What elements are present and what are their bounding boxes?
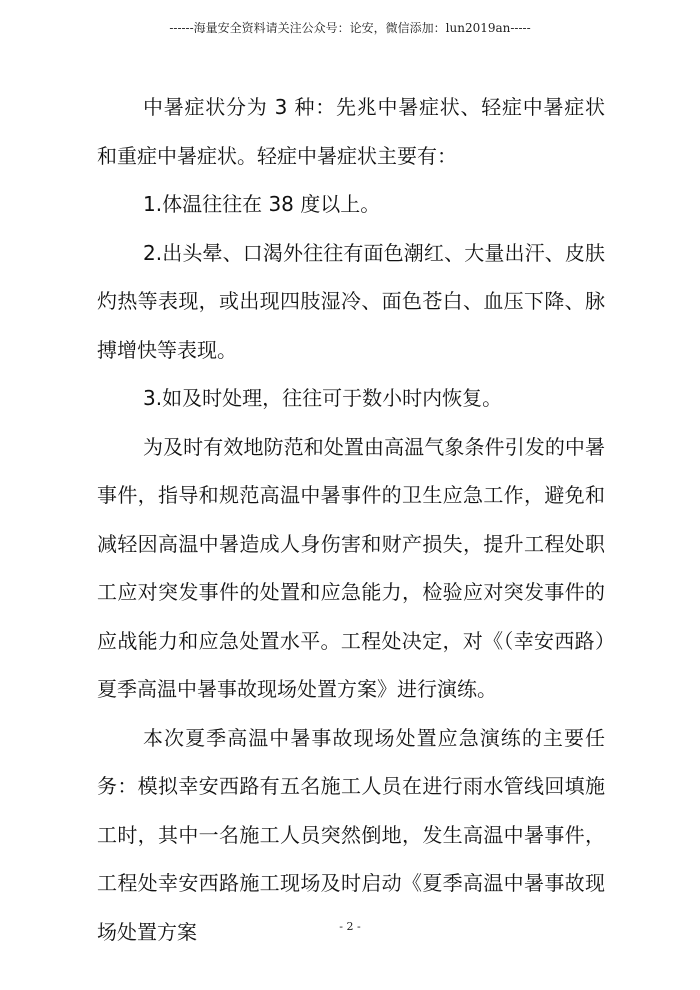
paragraph-drill-task: 本次夏季高温中暑事故现场处置应急演练的主要任务：模拟幸安西路有五名施工人员在进行雨水管线回填施工时，其中一名施工人员突然倒地，发生高温中暑事件，工程处幸安西路施工现场及时启动《夏季高温中暑事故现场处置方案 [97,725,605,944]
paragraph-symptom-2: 2.出头晕、口渴外往往有面色潮红、大量出汗、皮肤灼热等表现，或出现四肢湿冷、面色苍白、血压下降、脉搏增快等表现。 [97,240,605,362]
paragraph-symptom-1: 1.体温往往在 38 度以上。 [143,192,381,216]
document-body [97,83,605,956]
paragraph-purpose: 为及时有效地防范和处置由高温气象条件引发的中暑事件，指导和规范高温中暑事件的卫生应急工作，避免和减轻因高温中暑造成人身伤害和财产损失，提升工程处职工应对突发事件的处置和应急能力，检验应对突发事件的应战能力和应急处置水平。工程处决定，对《（幸安西路）夏季高温中暑事故现场处置方案》进行演练。 [97,434,605,701]
paragraph-symptom-3: 3.如及时处理，往往可于数小时内恢复。 [143,386,503,410]
paragraph-symptom-intro: 中暑症状分为 3 种：先兆中暑症状、轻症中暑症状和重症中暑症状。轻症中暑症状主要有： [97,95,605,168]
page-header: ------海量安全资料请关注公众号：论安，微信添加：lun2019an----- [169,21,531,35]
page-number: - 2 - [339,920,361,933]
